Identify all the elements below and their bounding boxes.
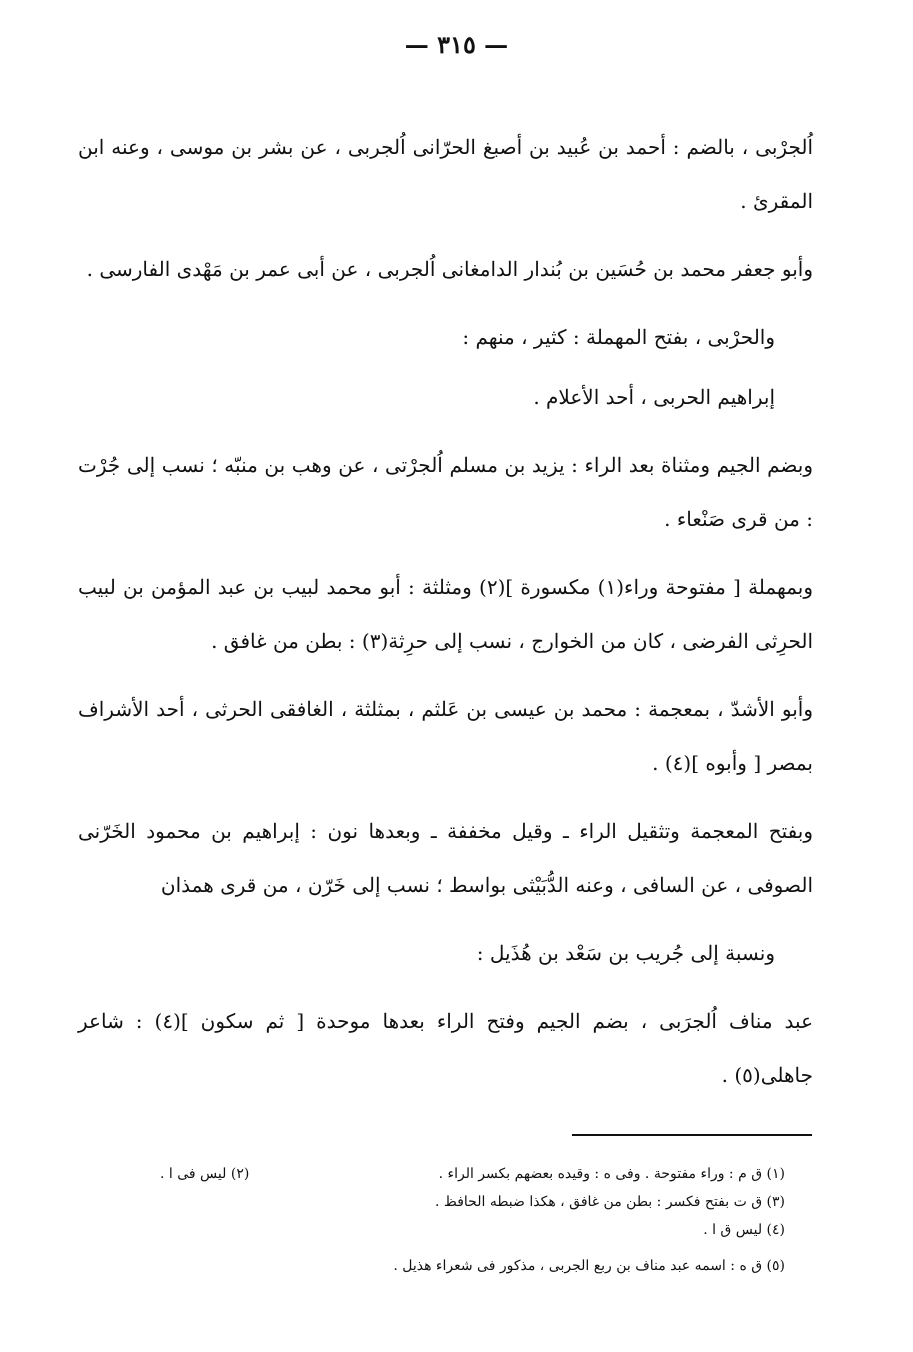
paragraph-4: إبراهيم الحربى ، أحد الأعلام . (533, 385, 775, 409)
footnote-divider (572, 1134, 812, 1136)
paragraph-8: وبفتح المعجمة وتثقيل الراء ـ وقيل مخففة ـ وبعدها نون : إبراهيم بن محمود الخَرّنى الصوفى ، عن السافى ، وعنه الدُّبَيْثى بواسط ؛ نسب إلى خَرّن ، من قرى همذان (78, 819, 813, 897)
paragraph-3: والحرْبى ، بفتح المهملة : كثير ، منهم : (462, 325, 775, 349)
page-number: — ٣١٥ — (404, 30, 509, 59)
footnote-4: (٤) ليس ق ا . (703, 1222, 785, 1238)
footnote-row-1 (160, 1160, 785, 1188)
footnote-3: (٣) ق ت بفتح فكسر : بطن من غافق ، هكذا ضبطه الحافظ . (435, 1194, 785, 1210)
paragraph-5: وبضم الجيم ومثناة بعد الراء : يزيد بن مسلم اُلجرْتى ، عن وهب بن منبّه ؛ نسب إلى جُرْت : من قرى صَنْعاء . (78, 453, 813, 531)
footnote-2: (٢) ليس فى ا . (160, 1166, 250, 1182)
main-text (78, 120, 813, 1116)
paragraph-7: وأبو الأشدّ ، بمعجمة : محمد بن عيسى بن عَلثم ، بمثلثة ، الغافقى الحرثى ، أحد الأشراف بمصر [ وأبوه ](٤) . (78, 697, 813, 775)
footnotes (160, 1160, 785, 1280)
footnote-5: (٥) ق ه : اسمه عبد مناف بن ربع الجربى ، مذكور فى شعراء هذيل . (393, 1258, 785, 1274)
paragraph-10: عبد مناف اُلجرَبى ، بضم الجيم وفتح الراء بعدها موحدة [ ثم سكون ](٤) : شاعر جاهلى(٥) . (78, 1009, 814, 1087)
paragraph-6: وبمهملة [ مفتوحة وراء(١) مكسورة ](٢) ومثلثة : أبو محمد لبيب بن عبد المؤمن بن لبيب الحرِثى الفرضى ، كان من الخوارج ، نسب إلى حرِثة(٣) : بطن من غافق . (78, 575, 813, 653)
paragraph-2: وأبو جعفر محمد بن حُسَين بن بُندار الدامغانى اُلجربى ، عن أبى عمر بن مَهْدى الفارسى . (86, 257, 813, 281)
paragraph-9: ونسبة إلى جُريب بن سَعْد بن هُذَيل : (476, 941, 775, 965)
footnote-1: (١) ق م : وراء مفتوحة . وفى ه : وقيده بعضهم بكسر الراء . (438, 1166, 785, 1182)
paragraph-1: اُلجرْبى ، بالضم : أحمد بن عُبيد بن أصبغ الحرّانى اُلجربى ، عن بشر بن موسى ، وعنه ابن المقرئ . (78, 135, 813, 213)
